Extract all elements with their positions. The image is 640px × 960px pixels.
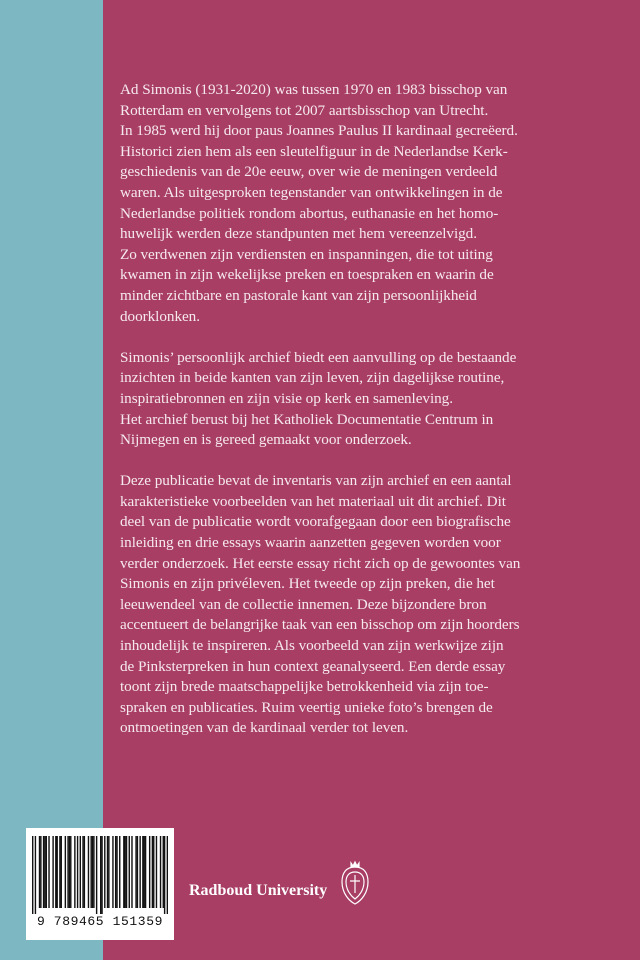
barcode-bar bbox=[77, 836, 78, 908]
barcode-bar bbox=[92, 836, 93, 908]
barcode-bars bbox=[32, 836, 168, 914]
barcode-bar bbox=[135, 836, 136, 908]
barcode-bar bbox=[131, 836, 132, 908]
barcode-bar bbox=[144, 836, 145, 908]
text-line: accentueert de belangrijke taak van een bisschop om zijn hoorders bbox=[120, 616, 520, 634]
text-line: Nijmegen en is gereed gemaakt voor onderzoek. bbox=[120, 431, 412, 449]
text-line: Deze publicatie bevat de inventaris van zijn archief en een aantal bbox=[120, 472, 512, 490]
barcode-bar bbox=[107, 836, 108, 908]
barcode-bar bbox=[70, 836, 71, 908]
barcode-bar bbox=[112, 836, 113, 908]
barcode-bar bbox=[43, 836, 44, 908]
paragraph-2 bbox=[120, 348, 610, 451]
barcode-bar bbox=[67, 836, 68, 908]
barcode-bar bbox=[123, 836, 124, 908]
barcode-bar bbox=[145, 836, 146, 908]
barcode-bar bbox=[59, 836, 60, 908]
text-line: waren. Als uitgesproken tegenstander van ontwikkelingen in de bbox=[120, 183, 503, 201]
barcode-bar bbox=[119, 836, 120, 908]
barcode-bar bbox=[80, 836, 81, 908]
barcode-bar bbox=[96, 836, 97, 914]
text-line: Rotterdam en vervolgens tot 2007 aartsbisschop van Utrecht. bbox=[120, 101, 489, 119]
text-line: geschiedenis van de 20e eeuw, over wie de meningen verdeeld bbox=[120, 163, 498, 181]
barcode-bar bbox=[35, 836, 36, 914]
text-line: de Pinksterpreken in hun context geanalyseerd. Een derde essay bbox=[120, 657, 506, 675]
text-line: spraken en publicaties. Ruim veertig unieke foto’s brengen de bbox=[120, 698, 493, 716]
barcode-bar bbox=[116, 836, 117, 908]
barcode-bar bbox=[40, 836, 41, 908]
blurb-text bbox=[120, 80, 610, 739]
barcode-bar bbox=[56, 836, 57, 908]
text-line: minder zichtbare en pastorale kant van zijn persoonlijkheid bbox=[120, 286, 477, 304]
barcode-bar bbox=[156, 836, 157, 908]
barcode-bar bbox=[100, 836, 101, 914]
barcode-bar bbox=[115, 836, 116, 908]
text-line: karakteristieke voorbeelden van het materiaal uit dit archief. Dit bbox=[120, 492, 506, 510]
barcode-bar bbox=[129, 836, 130, 908]
isbn-barcode bbox=[26, 828, 174, 940]
publisher-name: Radboud University bbox=[189, 882, 328, 899]
barcode-bar bbox=[74, 836, 75, 908]
barcode-bar bbox=[163, 836, 164, 908]
barcode-bar bbox=[82, 836, 83, 908]
barcode-bar bbox=[124, 836, 125, 908]
text-line: Zo verdwenen zijn verdiensten en inspanningen, die tot uiting bbox=[120, 245, 493, 263]
barcode-bar bbox=[126, 836, 127, 908]
text-line: verder onderzoek. Het eerste essay richt zich op de gewoontes van bbox=[120, 554, 521, 572]
barcode-bar bbox=[153, 836, 154, 908]
text-line: inhoudelijk te inspireren. Als voorbeeld van zijn werkwijze zijn bbox=[120, 637, 504, 655]
text-line: ontmoetingen van de kardinaal verder tot leven. bbox=[120, 719, 409, 737]
text-line: inleiding en drie essays waarin aanzetten gegeven worden voor bbox=[120, 534, 501, 552]
barcode-bar bbox=[142, 836, 143, 908]
text-line: deel van de publicatie wordt voorafgegaan door een biografische bbox=[120, 513, 511, 531]
barcode-bar bbox=[90, 836, 91, 908]
barcode-bar bbox=[160, 836, 161, 908]
text-line: huwelijk werden deze standpunten met hem vereenzelvigd. bbox=[120, 225, 477, 243]
barcode-bar bbox=[167, 836, 168, 914]
barcode-bar bbox=[46, 836, 47, 908]
barcode-bar bbox=[149, 836, 150, 908]
text-line: toont zijn brede maatschappelijke betrokkenheid via zijn toe- bbox=[120, 678, 489, 696]
barcode-bar bbox=[69, 836, 70, 908]
barcode-bar bbox=[32, 836, 33, 914]
text-line: inspiratiebronnen en zijn visie op kerk en samenleving. bbox=[120, 389, 453, 407]
barcode-bar bbox=[61, 836, 62, 908]
paragraph-3 bbox=[120, 471, 610, 739]
barcode-bar bbox=[48, 836, 49, 908]
barcode-bar bbox=[137, 836, 138, 908]
text-line: Simonis’ persoonlijk archief biedt een aanvulling op de bestaande bbox=[120, 348, 517, 366]
radboud-seal-icon bbox=[337, 860, 373, 906]
spine-band bbox=[0, 0, 103, 960]
barcode-bar bbox=[104, 836, 105, 908]
paragraph-1 bbox=[120, 80, 610, 327]
barcode-bar bbox=[84, 836, 85, 908]
barcode-bar bbox=[44, 836, 45, 908]
text-line: Historici zien hem als een sleutelfiguur in de Nederlandse Kerk- bbox=[120, 142, 508, 160]
barcode-bar bbox=[101, 836, 102, 914]
text-line: Het archief berust bij het Katholiek Documentatie Centrum in bbox=[120, 410, 494, 428]
barcode-bar bbox=[55, 836, 56, 908]
barcode-bar bbox=[93, 836, 94, 908]
barcode-bar bbox=[139, 836, 140, 908]
text-line: Nederlandse politiek rondom abortus, euthanasie en het homo- bbox=[120, 204, 499, 222]
text-line: inzichten in beide kanten van zijn leven, zijn dagelijkse routine, bbox=[120, 369, 505, 387]
barcode-bar bbox=[65, 836, 66, 908]
barcode-bar bbox=[88, 836, 89, 908]
barcode-bar bbox=[108, 836, 109, 908]
barcode-bar bbox=[152, 836, 153, 908]
text-line: In 1985 werd hij door paus Joannes Paulus II kardinaal gecreëerd. bbox=[120, 122, 518, 140]
isbn-number: 9 789465 151359 bbox=[36, 914, 164, 929]
text-line: Simonis en zijn privéleven. Het tweede op zijn preken, die het bbox=[120, 575, 495, 593]
barcode-bar bbox=[52, 836, 53, 908]
text-line: doorklonken. bbox=[120, 307, 200, 325]
barcode-bar bbox=[164, 836, 165, 914]
text-line: leeuwendeel van de collectie innemen. Deze bijzondere bron bbox=[120, 595, 487, 613]
barcode-bar bbox=[39, 836, 40, 908]
text-line: Ad Simonis (1931-2020) was tussen 1970 en 1983 bisschop van bbox=[120, 81, 508, 98]
text-line: kwamen in zijn wekelijkse preken en toespraken en waarin de bbox=[120, 266, 494, 284]
